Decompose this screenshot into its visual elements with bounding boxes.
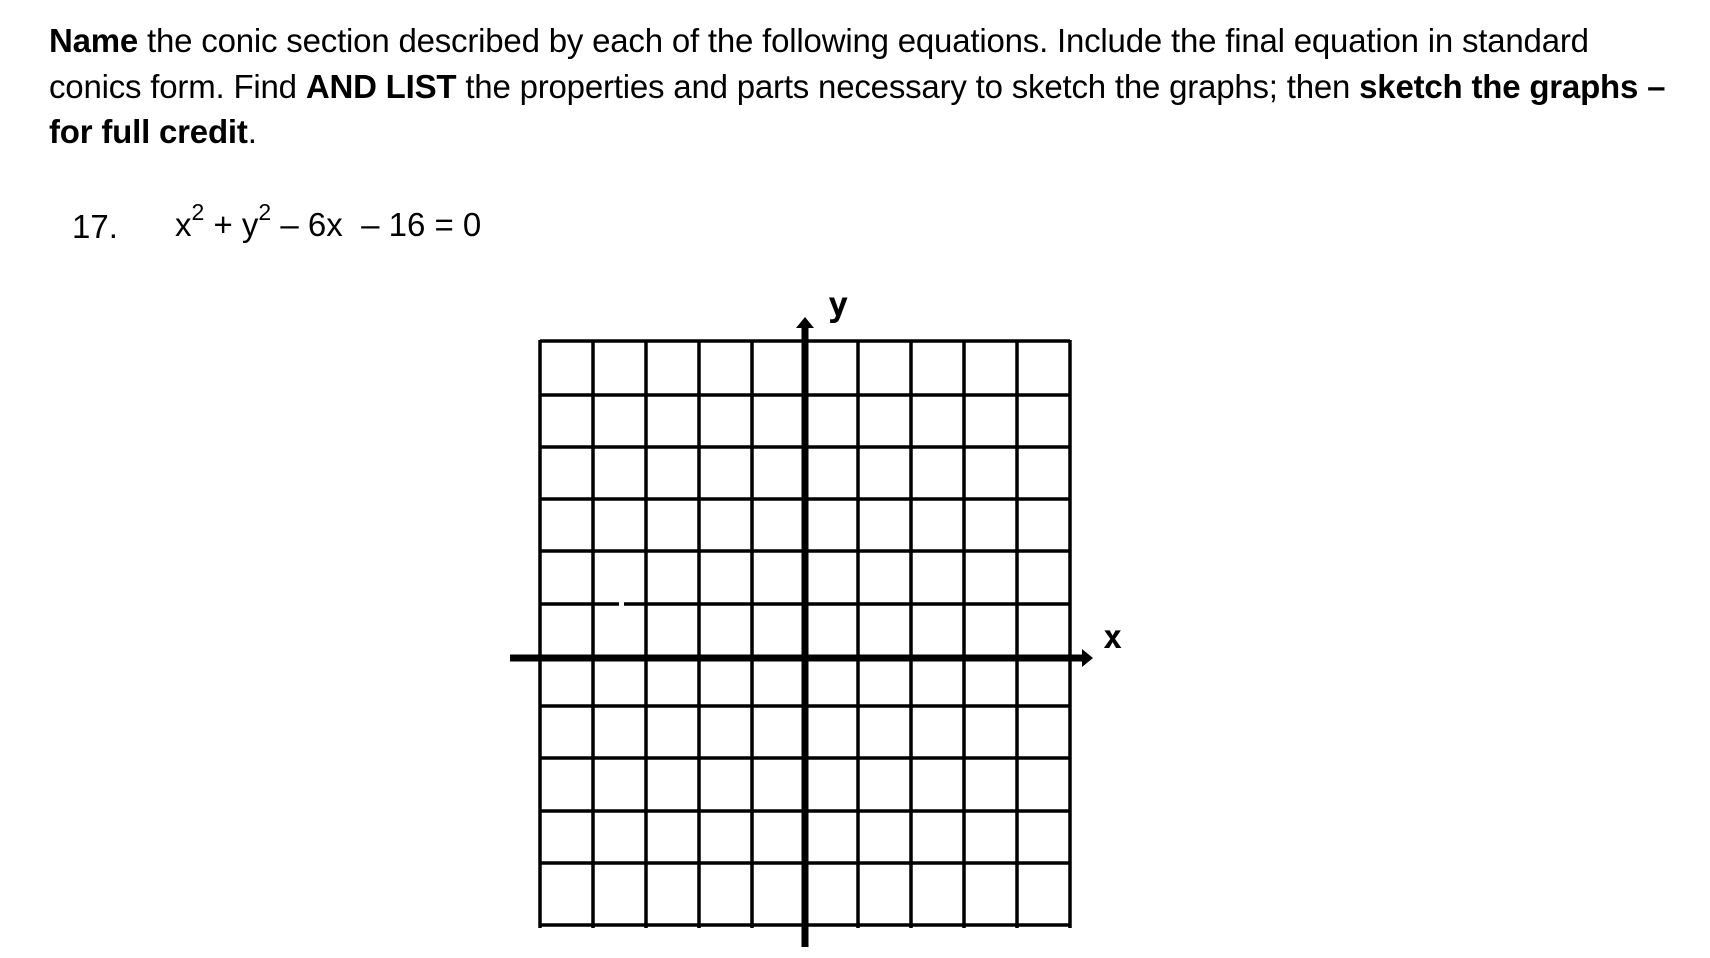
- eq-x-exponent: 2: [191, 199, 205, 225]
- eq-y: y: [241, 206, 259, 243]
- y-axis-arrow-icon: [796, 317, 814, 328]
- eq-rest: – 6x – 16 = 0: [271, 206, 482, 243]
- instruction-and-list-bold: AND LIST: [305, 67, 457, 105]
- instruction-text-1: the conic section described by each of the following equations. Include the final equation in standard conics form. Find: [49, 22, 1589, 105]
- eq-y-exponent: 2: [258, 199, 272, 225]
- instruction-sketch-bold: sketch the graphs – for full credit: [49, 67, 1666, 150]
- instruction-name-bold: Name: [49, 22, 139, 59]
- x-axis-arrow-icon: [1082, 649, 1093, 667]
- y-axis-label: y: [828, 285, 849, 325]
- eq-x: x: [175, 206, 192, 243]
- instruction-text-2: the properties and parts necessary to sketch the graphs; then: [456, 67, 1360, 105]
- eq-plus: +: [204, 206, 242, 243]
- instruction-period: .: [247, 113, 257, 150]
- x-axis-label: x: [1103, 618, 1123, 656]
- problem-number: 17.: [72, 208, 118, 245]
